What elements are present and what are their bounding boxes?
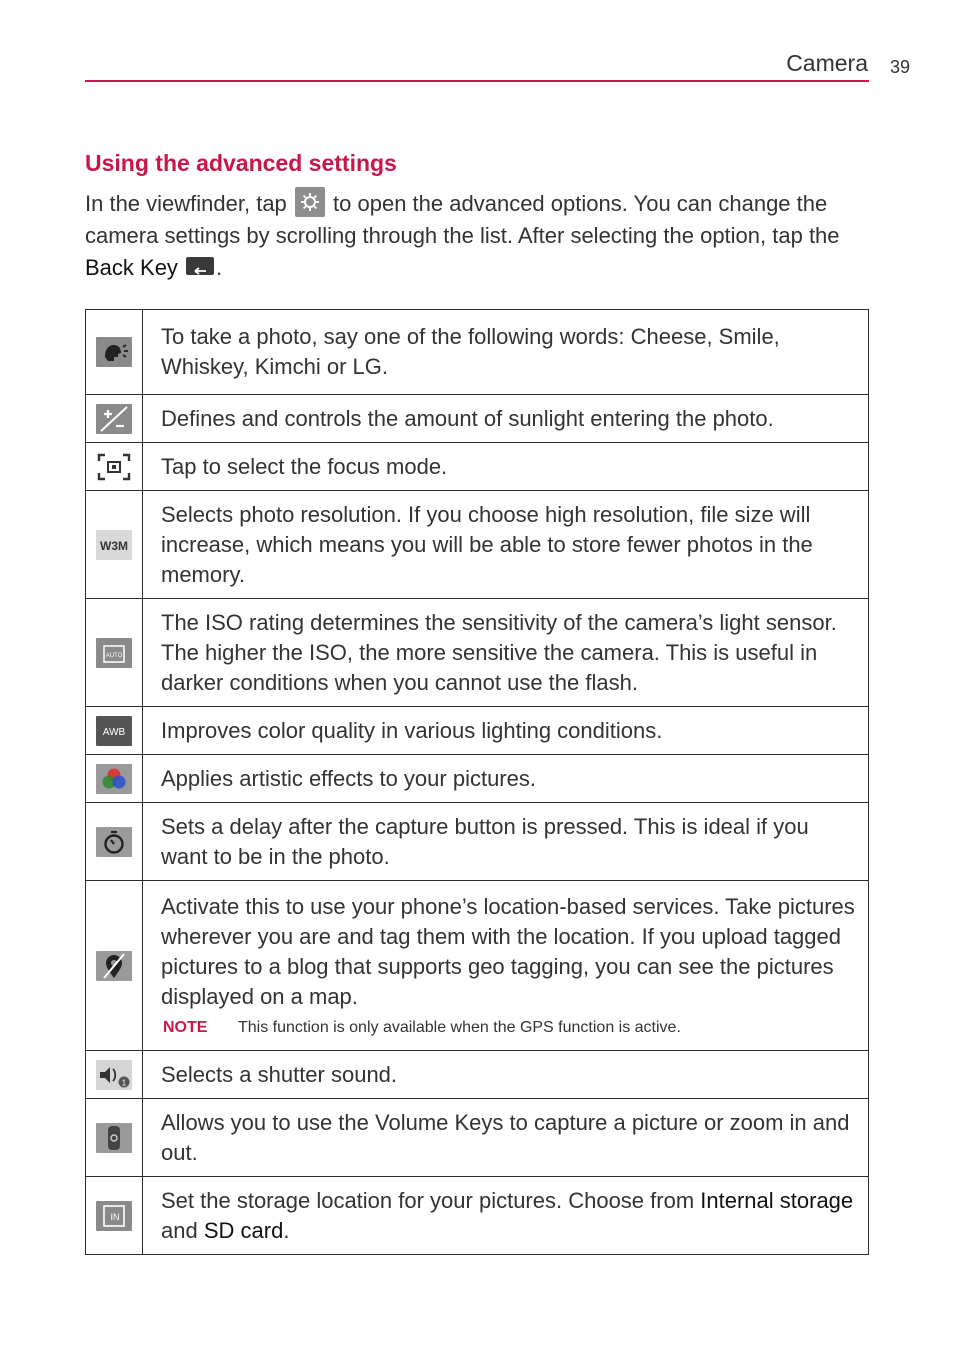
- back-key-icon: [186, 257, 214, 275]
- focus-mode-icon: [96, 452, 132, 482]
- section-title: Using the advanced settings: [85, 150, 397, 176]
- white-balance-icon-label: AWB: [102, 726, 126, 738]
- table-row: [86, 881, 869, 1051]
- table-row: [86, 443, 869, 491]
- row-description: Defines and controls the amount of sunlight entering the photo.: [143, 395, 869, 443]
- running-header-title: Camera: [786, 50, 868, 76]
- settings-table: [85, 309, 869, 1255]
- storage-text-end: .: [283, 1217, 290, 1243]
- table-row: [86, 755, 869, 803]
- note-text: This function is only available when the GPS function is active.: [238, 1018, 681, 1036]
- header-rule: [85, 80, 869, 82]
- shutter-sound-icon: [96, 1060, 132, 1090]
- table-row: [86, 1051, 869, 1099]
- row-description: Selects photo resolution. If you choose high resolution, file size will increase, which means you will be able to store fewer photos in the memory.: [143, 491, 869, 599]
- row-description: Applies artistic effects to your pictures.: [143, 755, 869, 803]
- row-description: [143, 1177, 869, 1255]
- page-number: 39: [890, 57, 911, 77]
- table-row: [86, 1177, 869, 1255]
- table-row: [86, 1099, 869, 1177]
- iso-icon: [96, 638, 132, 668]
- row-description: Improves color quality in various lighting conditions.: [143, 707, 869, 755]
- storage-icon-label: IN: [110, 1211, 120, 1222]
- brightness-icon: [96, 404, 132, 434]
- table-row: [86, 491, 869, 599]
- storage-text-and: and: [161, 1217, 198, 1243]
- row-description: To take a photo, say one of the following words: Cheese, Smile, Whiskey, Kimchi or LG.: [143, 310, 869, 395]
- iso-icon-label: AUTO: [105, 652, 123, 659]
- intro-paragraph: [85, 188, 875, 284]
- white-balance-icon: [96, 716, 132, 746]
- note-label: NOTE: [163, 1018, 208, 1036]
- internal-storage-option: Internal storage: [700, 1187, 854, 1213]
- resolution-icon: [96, 530, 132, 560]
- storage-text: Set the storage location for your pictures. Choose from: [161, 1187, 695, 1213]
- table-row: [86, 707, 869, 755]
- sd-card-option: SD card: [203, 1217, 284, 1243]
- timer-icon: [96, 827, 132, 857]
- volume-key-icon: [96, 1123, 132, 1153]
- row-description: Allows you to use the Volume Keys to capture a picture or zoom in and out.: [143, 1099, 869, 1177]
- row-description: Activate this to use your phone’s location-based services. Take pictures wherever you are and tag them with the location. If you upload tagged pictures to a blog that supports geo tagging, you can see the pictures displayed on a map.: [161, 893, 855, 1009]
- settings-gear-icon: [295, 187, 325, 217]
- row-description: Tap to select the focus mode.: [143, 443, 869, 491]
- intro-text-1: In the viewfinder, tap: [85, 191, 287, 216]
- table-row: [86, 310, 869, 395]
- shutter-sound-icon-label: 1: [121, 1078, 127, 1087]
- row-description: Sets a delay after the capture button is pressed. This is ideal if you want to be in the photo.: [143, 803, 869, 881]
- row-description: The ISO rating determines the sensitivity of the camera’s light sensor. The higher the ISO, the more sensitive the camera. This is useful in darker conditions when you cannot use the flash.: [143, 599, 869, 707]
- row-description: Selects a shutter sound.: [143, 1051, 869, 1099]
- back-key-label: Back Key: [85, 255, 178, 281]
- geotag-icon: [96, 951, 132, 981]
- table-row: [86, 395, 869, 443]
- intro-text-3: .: [216, 255, 223, 281]
- color-effect-icon: [96, 764, 132, 794]
- table-row: [86, 803, 869, 881]
- note: [161, 1016, 860, 1040]
- resolution-icon-label: W3M: [100, 538, 128, 553]
- table-row: [86, 599, 869, 707]
- intro-text-2: to open the advanced options. You can change the camera settings by scrolling through the list. After selecting the option, tap the: [85, 191, 840, 249]
- voice-shutter-icon: [96, 337, 132, 367]
- storage-icon: [96, 1201, 132, 1231]
